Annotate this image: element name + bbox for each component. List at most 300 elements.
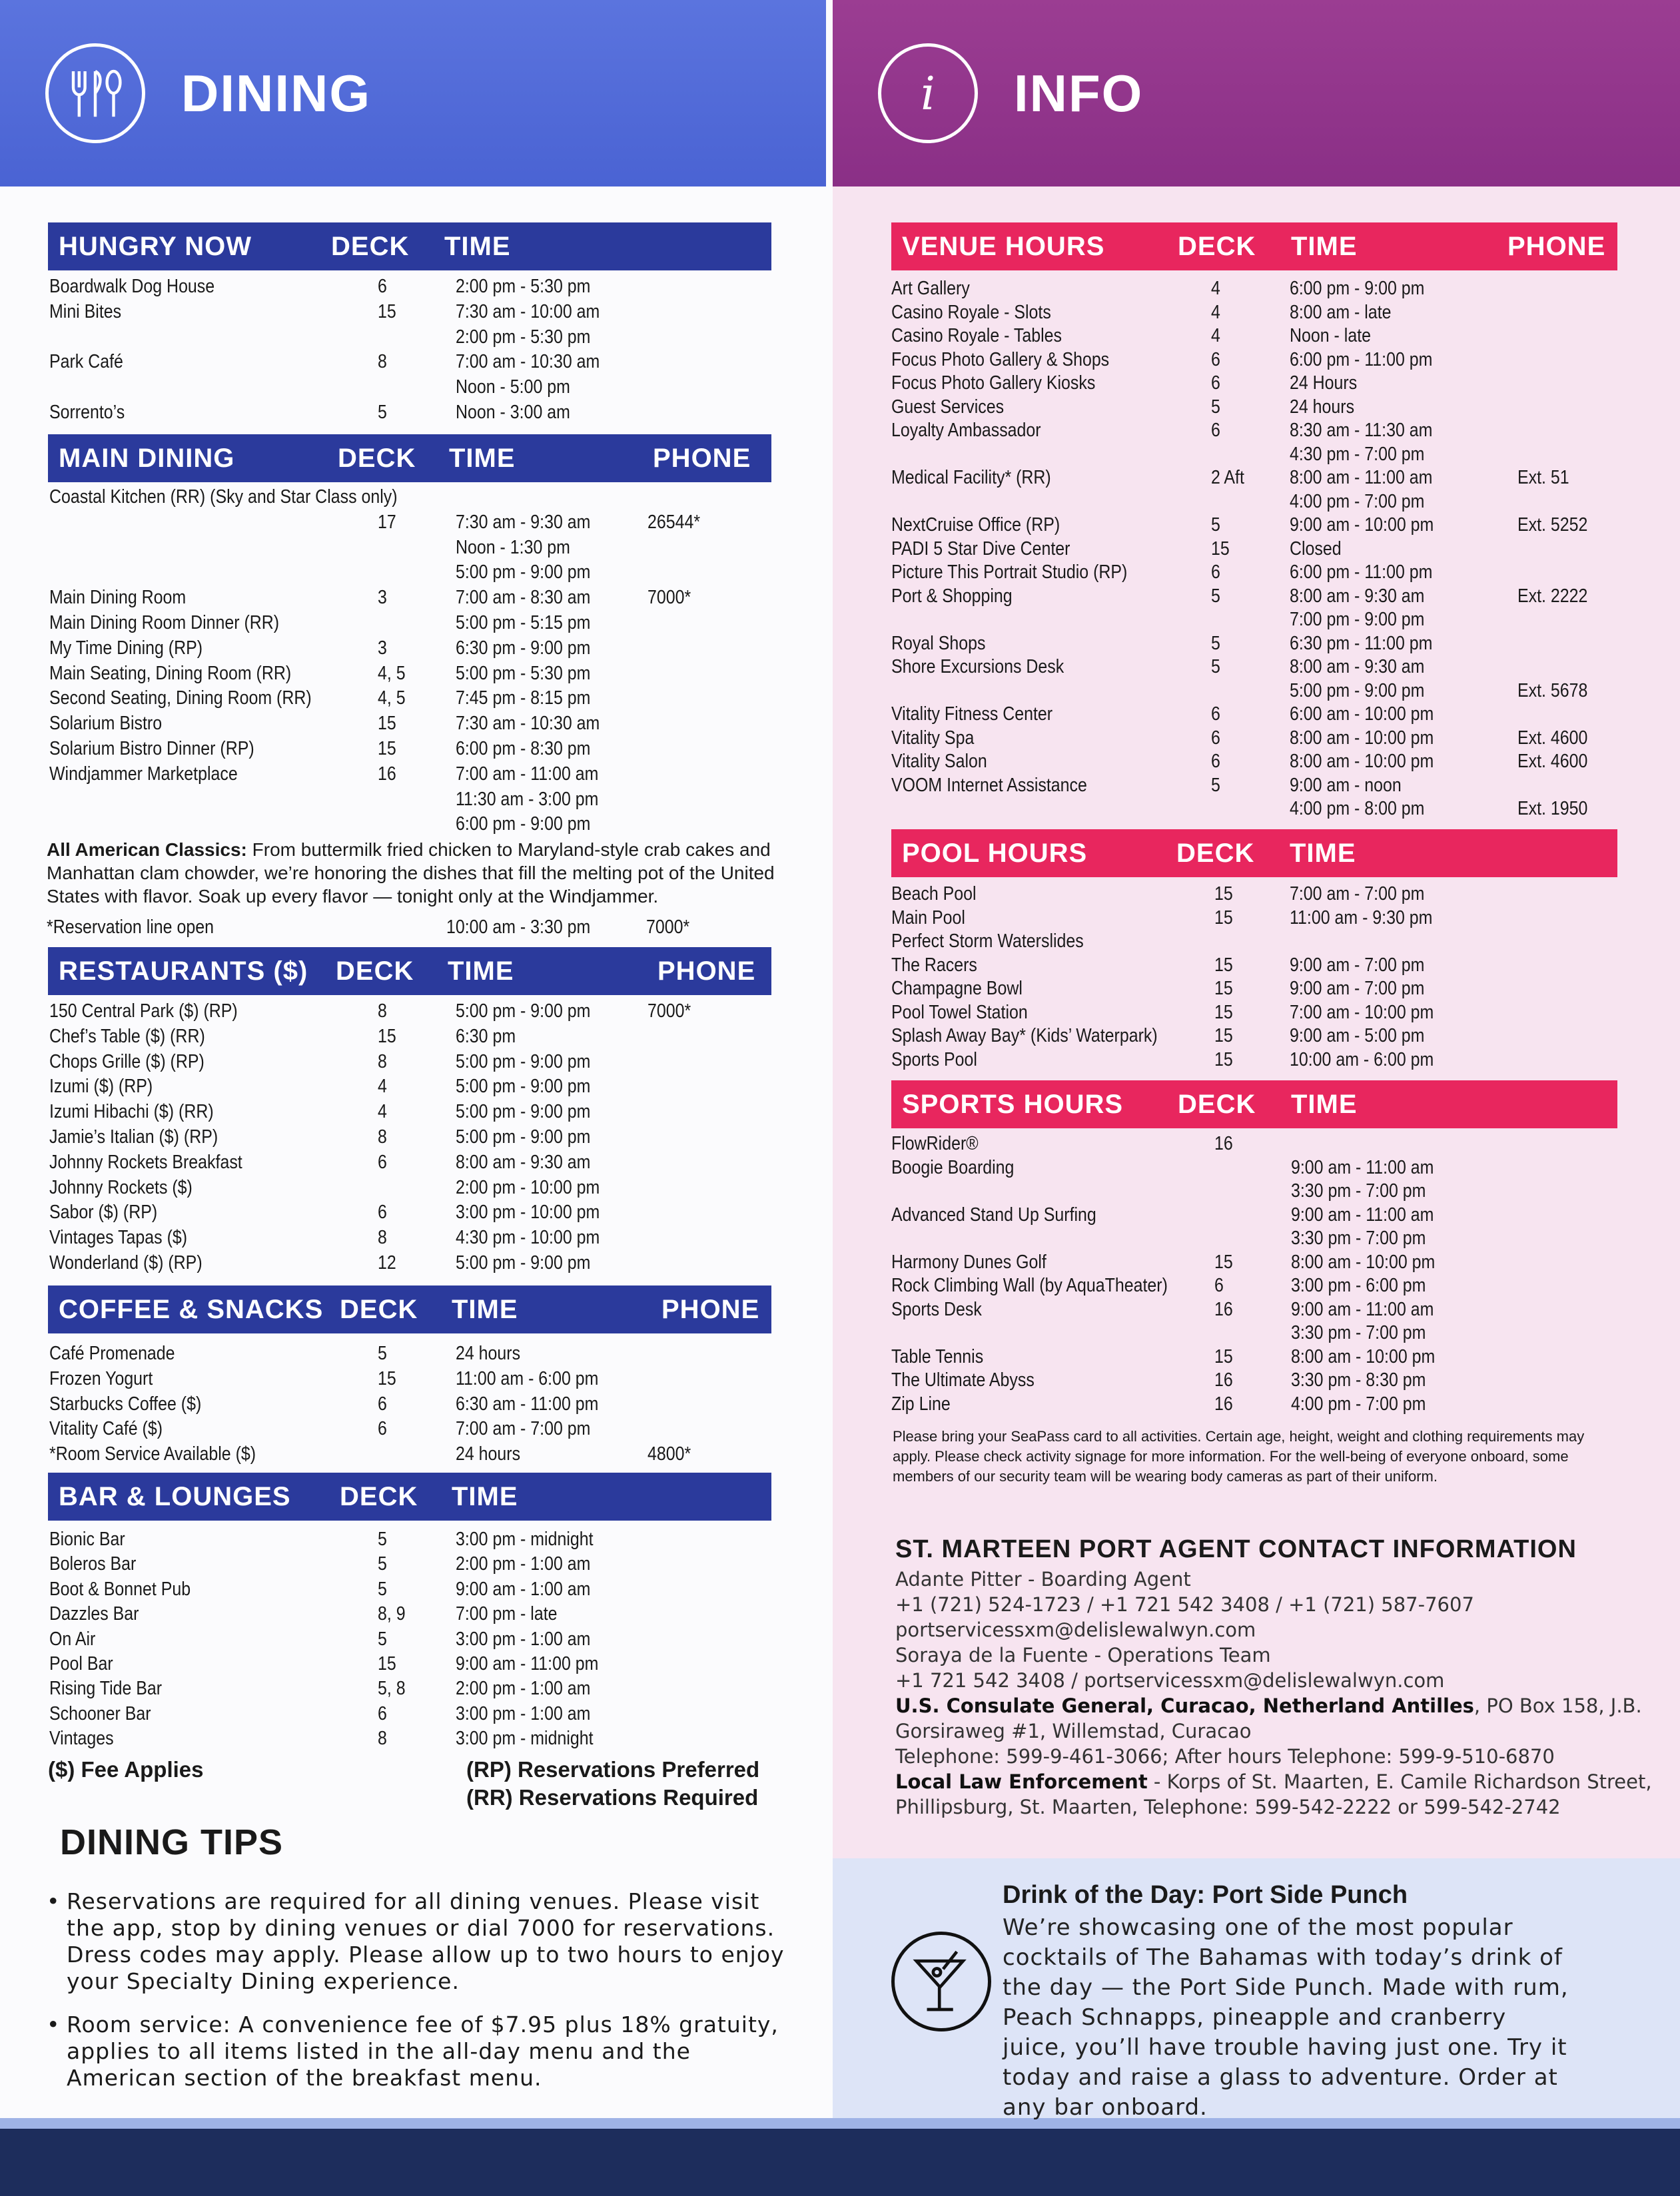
law-line: Local Law Enforcement - Korps of St. Maarten, E. Camile Richardson Street,	[895, 1770, 1652, 1793]
row-time: 6:00 pm - 9:00 pm	[1290, 278, 1425, 299]
row-time: 7:30 am - 10:30 am	[456, 713, 600, 735]
table-row	[48, 1125, 771, 1150]
venue-col-phone: PHONE	[1507, 231, 1606, 261]
row-phone: Ext. 5252	[1517, 514, 1588, 536]
table-row	[48, 1627, 771, 1652]
row-time: 24 hours	[456, 1343, 521, 1364]
row-deck: 16	[1214, 1298, 1233, 1320]
row-time: 24 hours	[456, 1443, 521, 1465]
row-name: 150 Central Park ($) (RP)	[49, 1000, 238, 1022]
row-deck: 5	[378, 1529, 387, 1550]
row-time: Noon - late	[1290, 325, 1371, 346]
row-name: Port & Shopping	[891, 585, 1013, 607]
coffee-col-title: COFFEE & SNACKS	[59, 1294, 324, 1324]
table-row	[891, 608, 1617, 632]
row-deck: 6	[378, 1393, 387, 1415]
row-time: 6:00 pm - 11:00 pm	[1290, 561, 1433, 583]
sports-hours-section	[891, 1080, 1617, 1416]
table-row	[48, 1341, 771, 1367]
row-deck: 4	[1211, 325, 1220, 346]
table-row	[891, 1227, 1617, 1251]
row-name: NextCruise Office (RP)	[891, 514, 1060, 536]
footer-bar	[0, 2118, 1680, 2196]
table-row	[891, 1156, 1617, 1180]
row-name: Wonderland ($) (RP)	[49, 1252, 203, 1274]
row-time: 7:00 am - 11:00 am	[456, 763, 599, 785]
row-time: 9:00 am - 1:00 am	[456, 1578, 591, 1600]
row-name: Advanced Stand Up Surfing	[891, 1204, 1096, 1226]
row-name: Medical Facility* (RR)	[891, 467, 1051, 488]
coffee-snacks-section	[48, 1285, 771, 1467]
row-deck: 16	[1214, 1369, 1233, 1391]
main-dining-section	[48, 434, 771, 837]
row-name: Schooner Bar	[49, 1702, 151, 1724]
cutlery-icon	[45, 43, 145, 143]
row-deck: 6	[378, 1151, 387, 1173]
row-deck: 6	[1211, 751, 1220, 772]
row-time: 5:00 pm - 9:00 pm	[456, 1050, 591, 1072]
dining-title: DINING	[181, 63, 371, 123]
row-deck: 4	[1211, 278, 1220, 299]
row-name: Café Promenade	[49, 1343, 175, 1364]
row-name: Vintages Tapas ($)	[49, 1227, 188, 1249]
row-name: Sabor ($) (RP)	[49, 1202, 158, 1224]
row-time: 3:00 pm - midnight	[456, 1529, 594, 1550]
table-row	[891, 1274, 1617, 1298]
row-deck: 5	[1211, 514, 1220, 536]
restaurants-header-bar	[48, 947, 771, 995]
main-col-time: TIME	[449, 443, 516, 473]
row-deck: 15	[378, 713, 396, 735]
row-deck: 6	[1211, 727, 1220, 749]
table-row	[48, 585, 771, 611]
row-time: 7:30 am - 9:30 am	[456, 511, 591, 533]
row-deck: 6	[1211, 372, 1220, 394]
row-name: Vitality Salon	[891, 751, 987, 772]
row-name: Main Dining Room	[49, 587, 187, 609]
table-row	[48, 1176, 771, 1201]
row-deck: 3	[378, 587, 387, 609]
table-row	[48, 1050, 771, 1075]
main-col-deck: DECK	[338, 443, 416, 473]
row-name: Sports Pool	[891, 1048, 977, 1070]
table-row	[891, 1024, 1617, 1048]
row-name: Izumi ($) (RP)	[49, 1076, 153, 1098]
row-name: Dazzles Bar	[49, 1603, 139, 1625]
table-row	[891, 277, 1617, 301]
table-row	[891, 561, 1617, 585]
hungry-col-deck: DECK	[331, 231, 410, 261]
row-deck: 5	[378, 401, 387, 423]
rp-legend: (RP) Reservations Preferred	[466, 1757, 760, 1782]
sports-col-title: SPORTS HOURS	[902, 1089, 1124, 1119]
row-phone: Ext. 4600	[1517, 727, 1588, 749]
row-name: Windjammer Marketplace	[49, 763, 238, 785]
table-row	[48, 1726, 771, 1751]
row-phone: Ext. 51	[1517, 467, 1569, 488]
row-deck: 6	[378, 1702, 387, 1724]
bars-col-time: TIME	[452, 1481, 518, 1511]
venue-col-deck: DECK	[1178, 231, 1256, 261]
row-deck: 6	[1211, 703, 1220, 725]
contact-line: Gorsiraweg #1, Willemstad, Curacao	[895, 1720, 1252, 1742]
venue-col-title: VENUE HOURS	[902, 231, 1105, 261]
row-time: 6:30 pm - 11:00 pm	[1290, 632, 1433, 654]
venue-header-bar	[891, 222, 1617, 270]
row-time: 11:30 am - 3:00 pm	[456, 788, 599, 810]
table-row	[891, 774, 1617, 798]
row-name: Perfect Storm Waterslides	[891, 930, 1084, 952]
table-row	[891, 954, 1617, 978]
contact-line: Telephone: 599-9-461-3066; After hours Telephone: 599-9-510-6870	[895, 1745, 1555, 1768]
row-deck: 15	[1211, 538, 1230, 559]
table-row	[48, 762, 771, 787]
table-row	[891, 655, 1617, 679]
pool-header-bar	[891, 829, 1617, 877]
row-deck: 5	[378, 1628, 387, 1650]
row-time: 3:30 pm - 7:00 pm	[1291, 1228, 1426, 1249]
reservation-line: *Reservation line open 10:00 am - 3:30 pm 7000*	[47, 916, 690, 938]
row-deck: 8	[378, 1000, 387, 1022]
hungry-col-time: TIME	[444, 231, 511, 261]
row-time: Noon - 1:30 pm	[456, 536, 570, 558]
contact-line: +1 721 542 3408 / portservicessxm@delislewalwyn.com	[895, 1669, 1445, 1692]
drink-title: Drink of the Day: Port Side Punch	[1003, 1881, 1408, 1909]
row-phone: 4800*	[647, 1443, 691, 1465]
row-name: Focus Photo Gallery Kiosks	[891, 372, 1096, 394]
row-name: Second Seating, Dining Room (RR)	[49, 687, 312, 709]
row-name: Mini Bites	[49, 300, 122, 322]
row-deck: 6	[378, 276, 387, 297]
row-deck: 6	[378, 1202, 387, 1224]
row-deck: 8	[378, 1126, 387, 1148]
hungry-header-bar	[48, 222, 771, 270]
table-row	[891, 930, 1617, 954]
table-row	[48, 400, 771, 426]
row-time: 8:00 am - late	[1290, 301, 1392, 323]
table-row	[891, 348, 1617, 372]
table-row	[891, 1369, 1617, 1393]
row-time: 7:00 am - 7:00 pm	[456, 1418, 591, 1440]
table-row	[48, 300, 771, 325]
row-time: 7:00 am - 8:30 am	[456, 587, 591, 609]
row-name: Table Tennis	[891, 1345, 984, 1367]
table-row	[48, 1100, 771, 1125]
row-deck: 8	[378, 1050, 387, 1072]
coffee-col-deck: DECK	[340, 1294, 418, 1324]
rr-legend: (RR) Reservations Required	[466, 1785, 759, 1810]
row-deck: 15	[1214, 978, 1233, 999]
row-time: 9:00 am - 7:00 pm	[1290, 978, 1425, 999]
table-row	[891, 490, 1617, 514]
table-row	[48, 1200, 771, 1226]
row-time: 7:30 am - 10:00 am	[456, 300, 600, 322]
row-name: Pool Towel Station	[891, 1001, 1028, 1023]
table-row	[48, 1226, 771, 1251]
row-deck: 16	[1214, 1393, 1233, 1415]
row-deck: 15	[378, 300, 396, 322]
row-name: Starbucks Coffee ($)	[49, 1393, 202, 1415]
row-time: 8:00 am - 10:00 pm	[1291, 1251, 1436, 1273]
row-name: Vitality Café ($)	[49, 1418, 163, 1440]
table-row	[891, 703, 1617, 727]
row-name: Sports Desk	[891, 1298, 982, 1320]
bars-col-deck: DECK	[340, 1481, 418, 1511]
row-name: Main Pool	[891, 907, 965, 928]
row-deck: 5	[1211, 396, 1220, 418]
sports-note: Please bring your SeaPass card to all activities. Certain age, height, weight and clothing requirements may apply. Please check activity signage for more information. For the well-being of everyone onboard, some members of our security team will be wearing body cameras as part of their uniform.	[893, 1428, 1585, 1485]
row-name: Casino Royale - Tables	[891, 325, 1062, 346]
pool-hours-section	[891, 829, 1617, 1072]
row-name: Loyalty Ambassador	[891, 420, 1041, 441]
pool-col-title: POOL HOURS	[902, 838, 1088, 868]
row-time: 4:30 pm - 7:00 pm	[1290, 443, 1425, 465]
row-deck: 5	[378, 1343, 387, 1364]
row-time: 5:00 pm - 5:15 pm	[456, 611, 591, 633]
row-name: PADI 5 Star Dive Center	[891, 538, 1070, 559]
contact-email: portservicessxm@delislewalwyn.com	[895, 1619, 1256, 1641]
hungry-now-section	[48, 222, 771, 426]
table-row	[891, 419, 1617, 443]
row-deck: 6	[1211, 420, 1220, 441]
row-time: 8:00 am - 9:30 am	[456, 1151, 591, 1173]
row-deck: 8, 9	[378, 1603, 406, 1625]
row-name: My Time Dining (RP)	[49, 637, 203, 659]
row-name: Shore Excursions Desk	[891, 656, 1064, 677]
row-deck: 4	[378, 1076, 387, 1098]
row-time: 6:00 pm - 8:30 pm	[456, 737, 591, 759]
row-time: 7:00 am - 10:30 am	[456, 351, 600, 373]
row-name: *Room Service Available ($)	[49, 1443, 256, 1465]
row-time: 3:00 pm - 10:00 pm	[456, 1202, 600, 1224]
contact-line: +1 (721) 524-1723 / +1 721 542 3408 / +1 (721) 587-7607	[895, 1593, 1474, 1616]
row-phone: 7000*	[647, 587, 691, 609]
row-name: Izumi Hibachi ($) (RR)	[49, 1101, 214, 1123]
row-name: Coastal Kitchen (RR) (Sky and Star Class only)	[49, 486, 398, 508]
bars-header-bar	[48, 1473, 771, 1521]
contact-line: Adante Pitter - Boarding Agent	[895, 1568, 1191, 1591]
row-deck: 6	[378, 1418, 387, 1440]
row-deck: 15	[1214, 1001, 1233, 1023]
row-name: Boot & Bonnet Pub	[49, 1578, 191, 1600]
row-deck: 5, 8	[378, 1678, 406, 1700]
table-row	[48, 1552, 771, 1577]
row-name: FlowRider®	[891, 1133, 979, 1154]
table-row	[891, 514, 1617, 538]
row-deck: 15	[1214, 1048, 1233, 1070]
table-row	[891, 585, 1617, 609]
table-row	[891, 324, 1617, 348]
row-time: 4:00 pm - 7:00 pm	[1290, 490, 1425, 512]
bars-col-title: BAR & LOUNGES	[59, 1481, 291, 1511]
row-deck: 15	[1214, 1345, 1233, 1367]
row-time: 2:00 pm - 1:00 am	[456, 1553, 591, 1575]
restaurants-section	[48, 947, 771, 1276]
table-row	[48, 1527, 771, 1552]
row-name: Art Gallery	[891, 278, 970, 299]
row-name: Boardwalk Dog House	[49, 276, 215, 297]
row-name: Vintages	[49, 1728, 114, 1750]
row-deck: 16	[1214, 1133, 1233, 1154]
table-row	[891, 679, 1617, 703]
row-phone: Ext. 2222	[1517, 585, 1588, 607]
row-time: Noon - 5:00 pm	[456, 376, 570, 398]
row-deck: 3	[378, 637, 387, 659]
svg-text:i: i	[921, 68, 935, 121]
table-row	[891, 797, 1617, 821]
table-row	[891, 750, 1617, 774]
row-name: Chef’s Table ($) (RR)	[49, 1025, 205, 1047]
table-row	[48, 787, 771, 813]
row-deck: 4	[378, 1101, 387, 1123]
row-time: 3:00 pm - 1:00 am	[456, 1702, 591, 1724]
row-name: Harmony Dunes Golf	[891, 1251, 1047, 1273]
row-name: Boleros Bar	[49, 1553, 137, 1575]
row-name: Solarium Bistro	[49, 713, 163, 735]
row-deck: 5	[1211, 656, 1220, 677]
row-deck: 5	[1211, 632, 1220, 654]
sports-col-time: TIME	[1291, 1089, 1358, 1119]
row-name: Chops Grille ($) (RP)	[49, 1050, 205, 1072]
coffee-header-bar	[48, 1285, 771, 1333]
table-row	[48, 350, 771, 375]
table-row	[891, 1204, 1617, 1228]
table-row	[891, 1298, 1617, 1322]
venue-col-time: TIME	[1291, 231, 1358, 261]
row-deck: 15	[1214, 1251, 1233, 1273]
row-name: VOOM Internet Assistance	[891, 774, 1087, 796]
row-name: Guest Services	[891, 396, 1005, 418]
row-time: 9:00 am - 10:00 pm	[1290, 514, 1434, 536]
row-name: Pool Bar	[49, 1652, 113, 1674]
main-col-title: MAIN DINING	[59, 443, 235, 473]
row-time: 8:00 am - 10:00 pm	[1290, 751, 1434, 772]
row-deck: 17	[378, 511, 396, 533]
table-row	[48, 1417, 771, 1442]
main-header-bar	[48, 434, 771, 482]
row-time: 2:00 pm - 5:30 pm	[456, 326, 591, 348]
cocktail-icon	[891, 1932, 991, 2031]
table-row	[48, 1074, 771, 1100]
row-deck: 5	[378, 1578, 387, 1600]
main-col-phone: PHONE	[653, 443, 751, 473]
row-time: 6:30 am - 11:00 pm	[456, 1393, 599, 1415]
row-name: Main Dining Room Dinner (RR)	[49, 611, 280, 633]
row-phone: Ext. 4600	[1517, 751, 1588, 772]
row-name: Rock Climbing Wall (by AquaTheater)	[891, 1275, 1168, 1296]
table-row	[48, 1442, 771, 1467]
row-name: Sorrento’s	[49, 401, 125, 423]
row-time: Noon - 3:00 am	[456, 401, 570, 423]
row-name: The Racers	[891, 954, 977, 976]
row-name: Bionic Bar	[49, 1529, 125, 1550]
row-time: 3:30 pm - 8:30 pm	[1291, 1369, 1426, 1391]
row-time: 3:00 pm - 6:00 pm	[1291, 1275, 1426, 1296]
row-time: 3:30 pm - 7:00 pm	[1291, 1322, 1426, 1343]
table-row	[891, 466, 1617, 490]
table-row	[48, 737, 771, 762]
row-deck: 5	[1211, 585, 1220, 607]
table-row	[891, 1132, 1617, 1156]
row-name: Royal Shops	[891, 632, 986, 654]
row-time: 8:30 am - 11:30 am	[1290, 420, 1433, 441]
row-phone: 7000*	[647, 1000, 691, 1022]
dining-tips-title: DINING TIPS	[60, 1822, 284, 1862]
row-time: 7:00 pm - 9:00 pm	[1290, 609, 1425, 630]
row-name: Boogie Boarding	[891, 1156, 1015, 1178]
contact-line: Soraya de la Fuente - Operations Team	[895, 1644, 1271, 1666]
row-deck: 5	[378, 1553, 387, 1575]
row-time: 5:00 pm - 9:00 pm	[456, 1101, 591, 1123]
row-deck: 2 Aft	[1211, 467, 1244, 488]
table-row	[48, 636, 771, 661]
row-time: 5:00 pm - 5:30 pm	[456, 662, 591, 684]
row-time: 5:00 pm - 9:00 pm	[456, 1000, 591, 1022]
row-time: 5:00 pm - 9:00 pm	[456, 561, 591, 583]
row-deck: 4, 5	[378, 662, 406, 684]
table-row	[891, 443, 1617, 467]
table-row	[891, 1180, 1617, 1204]
row-time: 9:00 am - 11:00 pm	[456, 1652, 599, 1674]
row-time: 2:00 pm - 10:00 pm	[456, 1176, 600, 1198]
row-phone: 26544*	[647, 511, 701, 533]
coffee-col-time: TIME	[452, 1294, 518, 1324]
row-time: 24 Hours	[1290, 372, 1358, 394]
dining-header	[0, 0, 826, 186]
row-time: 6:30 pm - 9:00 pm	[456, 637, 591, 659]
row-time: 8:00 am - 9:30 am	[1290, 585, 1425, 607]
row-name: Johnny Rockets Breakfast	[49, 1151, 242, 1173]
info-title: INFO	[1014, 63, 1144, 123]
row-name: Focus Photo Gallery & Shops	[891, 348, 1110, 370]
row-deck: 4	[1211, 301, 1220, 323]
row-deck: 15	[378, 737, 396, 759]
table-row	[48, 1676, 771, 1701]
row-time: 9:00 am - 7:00 pm	[1290, 954, 1425, 976]
row-time: 5:00 pm - 9:00 pm	[456, 1252, 591, 1274]
table-row	[48, 274, 771, 300]
row-phone: Ext. 5678	[1517, 679, 1588, 701]
row-time: 11:00 am - 9:30 pm	[1290, 907, 1433, 928]
restaurants-col-time: TIME	[448, 956, 514, 986]
row-deck: 15	[1214, 954, 1233, 976]
row-time: 9:00 am - 11:00 am	[1291, 1204, 1434, 1226]
table-row	[891, 301, 1617, 325]
row-time: 6:00 am - 10:00 pm	[1290, 703, 1434, 725]
classics-note: All American Classics: From buttermilk fried chicken to Maryland-style crab cakes and Manhattan clam chowder, we’re honoring the dishes that fill the melting pot of the United States with flavor. Soak up every flavor — tonight only at the Windjammer.	[47, 839, 775, 907]
table-row	[48, 560, 771, 585]
table-row	[48, 375, 771, 400]
table-row	[48, 812, 771, 837]
venue-hours-section	[891, 222, 1617, 821]
row-name: Splash Away Bay* (Kids’ Waterpark)	[891, 1025, 1158, 1046]
row-deck: 16	[378, 763, 396, 785]
row-deck: 15	[1214, 883, 1233, 905]
row-name: Zip Line	[891, 1393, 951, 1415]
table-row	[891, 1251, 1617, 1275]
table-row	[48, 510, 771, 536]
row-deck: 6	[1214, 1275, 1224, 1296]
table-row	[891, 1048, 1617, 1072]
row-time: 6:00 pm - 11:00 pm	[1290, 348, 1433, 370]
row-name: Champagne Bowl	[891, 978, 1023, 999]
row-time: 5:00 pm - 9:00 pm	[456, 1126, 591, 1148]
table-row	[891, 538, 1617, 561]
row-deck: 8	[378, 1728, 387, 1750]
row-time: 2:00 pm - 5:30 pm	[456, 276, 591, 297]
row-time: 24 hours	[1290, 396, 1355, 418]
row-time: 5:00 pm - 9:00 pm	[1290, 679, 1425, 701]
